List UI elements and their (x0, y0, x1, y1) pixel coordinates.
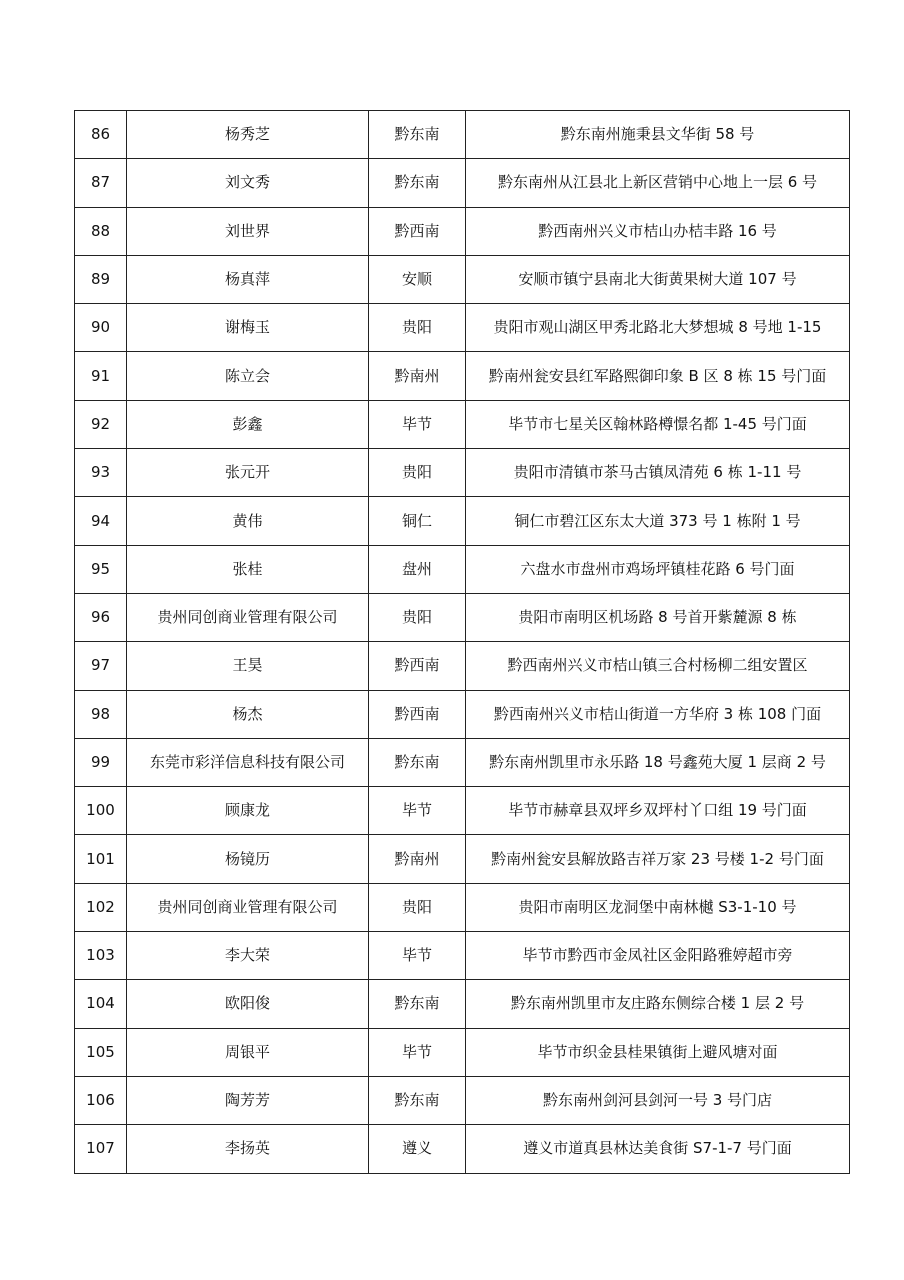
table-row (75, 400, 850, 448)
address: 贵阳市观山湖区甲秀北路北大梦想城 8 号地 1-15 (466, 304, 850, 352)
row-number: 104 (75, 980, 127, 1028)
row-number: 102 (75, 883, 127, 931)
region: 毕节 (369, 787, 466, 835)
table-row (75, 787, 850, 835)
row-number: 99 (75, 738, 127, 786)
address: 黔西南州兴义市桔山镇三合村杨柳二组安置区 (466, 642, 850, 690)
operator-name: 陶芳芳 (127, 1076, 369, 1124)
region: 黔西南 (369, 642, 466, 690)
table-row (75, 207, 850, 255)
address: 铜仁市碧江区东太大道 373 号 1 栋附 1 号 (466, 497, 850, 545)
region: 贵阳 (369, 304, 466, 352)
table-row (75, 883, 850, 931)
row-number: 88 (75, 207, 127, 255)
row-number: 107 (75, 1125, 127, 1173)
region: 黔东南 (369, 111, 466, 159)
row-number: 101 (75, 835, 127, 883)
table-row (75, 255, 850, 303)
table-row (75, 835, 850, 883)
table-row (75, 111, 850, 159)
address: 毕节市织金县桂果镇街上避风塘对面 (466, 1028, 850, 1076)
address: 黔东南州施秉县文华街 58 号 (466, 111, 850, 159)
address: 毕节市赫章县双坪乡双坪村丫口组 19 号门面 (466, 787, 850, 835)
operator-name: 杨真萍 (127, 255, 369, 303)
table-row (75, 932, 850, 980)
table-row (75, 738, 850, 786)
operator-name: 张桂 (127, 545, 369, 593)
address: 毕节市黔西市金凤社区金阳路雅婷超市旁 (466, 932, 850, 980)
row-number: 105 (75, 1028, 127, 1076)
address: 黔东南州凯里市永乐路 18 号鑫苑大厦 1 层商 2 号 (466, 738, 850, 786)
address: 贵阳市南明区机场路 8 号首开紫麓源 8 栋 (466, 593, 850, 641)
operator-name: 张元开 (127, 449, 369, 497)
row-number: 97 (75, 642, 127, 690)
address: 黔南州瓮安县红军路熙御印象 B 区 8 栋 15 号门面 (466, 352, 850, 400)
operator-name: 杨秀芝 (127, 111, 369, 159)
region: 黔西南 (369, 207, 466, 255)
address: 安顺市镇宁县南北大街黄果树大道 107 号 (466, 255, 850, 303)
row-number: 95 (75, 545, 127, 593)
region: 黔东南 (369, 738, 466, 786)
operator-name: 杨镜历 (127, 835, 369, 883)
document-page (74, 110, 850, 1174)
operator-name: 彭鑫 (127, 400, 369, 448)
operator-name: 顾康龙 (127, 787, 369, 835)
table-row (75, 497, 850, 545)
table-row (75, 352, 850, 400)
region: 毕节 (369, 400, 466, 448)
address: 黔东南州凯里市友庄路东侧综合楼 1 层 2 号 (466, 980, 850, 1028)
region: 铜仁 (369, 497, 466, 545)
table-row (75, 593, 850, 641)
row-number: 103 (75, 932, 127, 980)
region: 贵阳 (369, 449, 466, 497)
table-row (75, 642, 850, 690)
region: 黔南州 (369, 352, 466, 400)
row-number: 92 (75, 400, 127, 448)
table-row (75, 1125, 850, 1173)
address: 黔西南州兴义市桔山街道一方华府 3 栋 108 门面 (466, 690, 850, 738)
region: 黔东南 (369, 980, 466, 1028)
operator-name: 黄伟 (127, 497, 369, 545)
operator-name: 王昊 (127, 642, 369, 690)
operator-name: 刘文秀 (127, 159, 369, 207)
table-row (75, 159, 850, 207)
row-number: 86 (75, 111, 127, 159)
region: 毕节 (369, 1028, 466, 1076)
row-number: 94 (75, 497, 127, 545)
region: 贵阳 (369, 593, 466, 641)
region: 安顺 (369, 255, 466, 303)
operator-name: 谢梅玉 (127, 304, 369, 352)
table-row (75, 304, 850, 352)
table-row (75, 449, 850, 497)
region: 黔南州 (369, 835, 466, 883)
row-number: 100 (75, 787, 127, 835)
region: 黔西南 (369, 690, 466, 738)
operator-name: 周银平 (127, 1028, 369, 1076)
row-number: 87 (75, 159, 127, 207)
address: 六盘水市盘州市鸡场坪镇桂花路 6 号门面 (466, 545, 850, 593)
operator-name: 陈立会 (127, 352, 369, 400)
operator-name: 欧阳俊 (127, 980, 369, 1028)
address: 黔东南州剑河县剑河一号 3 号门店 (466, 1076, 850, 1124)
row-number: 89 (75, 255, 127, 303)
address: 毕节市七星关区翰林路樽憬名都 1-45 号门面 (466, 400, 850, 448)
table-row (75, 690, 850, 738)
row-number: 90 (75, 304, 127, 352)
row-number: 91 (75, 352, 127, 400)
operator-name: 东莞市彩洋信息科技有限公司 (127, 738, 369, 786)
region: 遵义 (369, 1125, 466, 1173)
table-row (75, 1028, 850, 1076)
operator-name: 李大荣 (127, 932, 369, 980)
row-number: 98 (75, 690, 127, 738)
address: 贵阳市南明区龙洞堡中南林樾 S3-1-10 号 (466, 883, 850, 931)
address: 贵阳市清镇市茶马古镇凤清苑 6 栋 1-11 号 (466, 449, 850, 497)
row-number: 93 (75, 449, 127, 497)
region: 黔东南 (369, 159, 466, 207)
operator-name: 李扬英 (127, 1125, 369, 1173)
address: 黔东南州从江县北上新区营销中心地上一层 6 号 (466, 159, 850, 207)
table-row (75, 980, 850, 1028)
store-list-table (74, 110, 850, 1174)
operator-name: 刘世界 (127, 207, 369, 255)
operator-name: 贵州同创商业管理有限公司 (127, 593, 369, 641)
address: 黔南州瓮安县解放路吉祥万家 23 号楼 1-2 号门面 (466, 835, 850, 883)
table-row (75, 545, 850, 593)
region: 毕节 (369, 932, 466, 980)
region: 贵阳 (369, 883, 466, 931)
row-number: 106 (75, 1076, 127, 1124)
row-number: 96 (75, 593, 127, 641)
table-row (75, 1076, 850, 1124)
region: 盘州 (369, 545, 466, 593)
address: 黔西南州兴义市桔山办桔丰路 16 号 (466, 207, 850, 255)
address: 遵义市道真县林达美食街 S7-1-7 号门面 (466, 1125, 850, 1173)
operator-name: 杨杰 (127, 690, 369, 738)
region: 黔东南 (369, 1076, 466, 1124)
operator-name: 贵州同创商业管理有限公司 (127, 883, 369, 931)
